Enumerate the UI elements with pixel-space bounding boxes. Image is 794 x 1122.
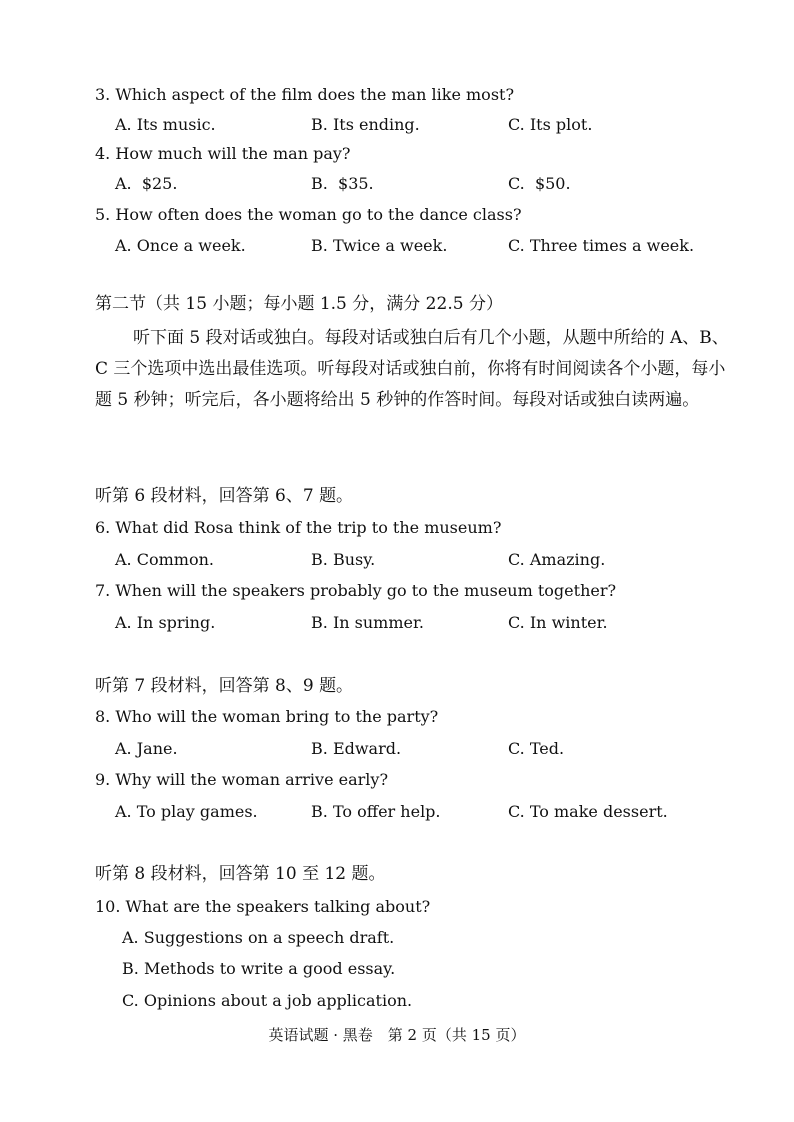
question-text: Which aspect of the film does the man like most? <box>115 85 515 104</box>
option-b: B. Its ending. <box>311 115 420 134</box>
material-header: 听第 7 段材料，回答第 8、9 题。 <box>95 676 354 696</box>
question-7 <box>95 581 616 601</box>
question-5 <box>95 205 522 225</box>
option-c: C. Three times a week. <box>508 236 695 255</box>
option-c: C. Its plot. <box>508 115 593 134</box>
option-c: C. $50. <box>508 174 571 193</box>
question-8 <box>95 707 438 727</box>
page-footer: 英语试题 · 黑卷 第 2 页（共 15 页） <box>268 1026 526 1044</box>
option-a: A. Its music. <box>115 115 216 134</box>
option-a: A. Suggestions on a speech draft. <box>122 928 395 947</box>
question-9 <box>95 770 388 790</box>
question-6 <box>95 518 501 538</box>
option-c: C. Opinions about a job application. <box>122 991 413 1010</box>
option-a: A. In spring. <box>115 613 216 632</box>
option-b: B. Twice a week. <box>311 236 448 255</box>
question-text: Who will the woman bring to the party? <box>115 707 439 726</box>
option-c: C. In winter. <box>508 613 608 632</box>
question-number: 7. <box>95 581 111 600</box>
question-4 <box>95 144 350 164</box>
question-text: How much will the man pay? <box>115 144 351 163</box>
option-a: A. $25. <box>115 174 178 193</box>
question-3-options <box>115 115 216 135</box>
question-number: 8. <box>95 707 111 726</box>
option-a: A. Once a week. <box>115 236 246 255</box>
question-text: What did Rosa think of the trip to the museum? <box>115 518 502 537</box>
section-instructions: 听下面 5 段对话或独白。每段对话或独白后有几个小题，从题中所给的 A、B、C 三个选项中选出最佳选项。听每段对话或独白前，你将有时间阅读各个小题，每小题 5 秒钟；听完后，各小题将给出 5 秒钟的作答时间。每段对话或独白读两遍。 <box>95 328 729 410</box>
material-header: 听第 8 段材料，回答第 10 至 12 题。 <box>95 864 386 884</box>
option-b: B. Busy. <box>311 550 376 569</box>
question-text: What are the speakers talking about? <box>125 897 431 916</box>
question-text: How often does the woman go to the dance class? <box>115 205 522 224</box>
question-number: 5. <box>95 205 111 224</box>
option-b: B. In summer. <box>311 613 424 632</box>
option-b: B. To offer help. <box>311 802 441 821</box>
question-10 <box>95 897 430 917</box>
option-c: C. To make dessert. <box>508 802 668 821</box>
option-c: C. Ted. <box>508 739 565 758</box>
question-number: 4. <box>95 144 111 163</box>
material-header: 听第 6 段材料，回答第 6、7 题。 <box>95 486 354 506</box>
option-b: B. Edward. <box>311 739 402 758</box>
section-heading: 第二节（共 15 小题；每小题 1.5 分，满分 22.5 分） <box>95 294 503 314</box>
option-b: B. $35. <box>311 174 374 193</box>
question-number: 6. <box>95 518 111 537</box>
question-3 <box>95 85 514 105</box>
question-text: When will the speakers probably go to the museum together? <box>115 581 617 600</box>
question-number: 10. <box>95 897 121 916</box>
question-number: 3. <box>95 85 111 104</box>
option-b: B. Methods to write a good essay. <box>122 959 396 978</box>
option-c: C. Amazing. <box>508 550 606 569</box>
option-a: A. Common. <box>115 550 214 569</box>
question-text: Why will the woman arrive early? <box>115 770 389 789</box>
option-a: A. To play games. <box>115 802 258 821</box>
option-a: A. Jane. <box>115 739 178 758</box>
question-number: 9. <box>95 770 111 789</box>
